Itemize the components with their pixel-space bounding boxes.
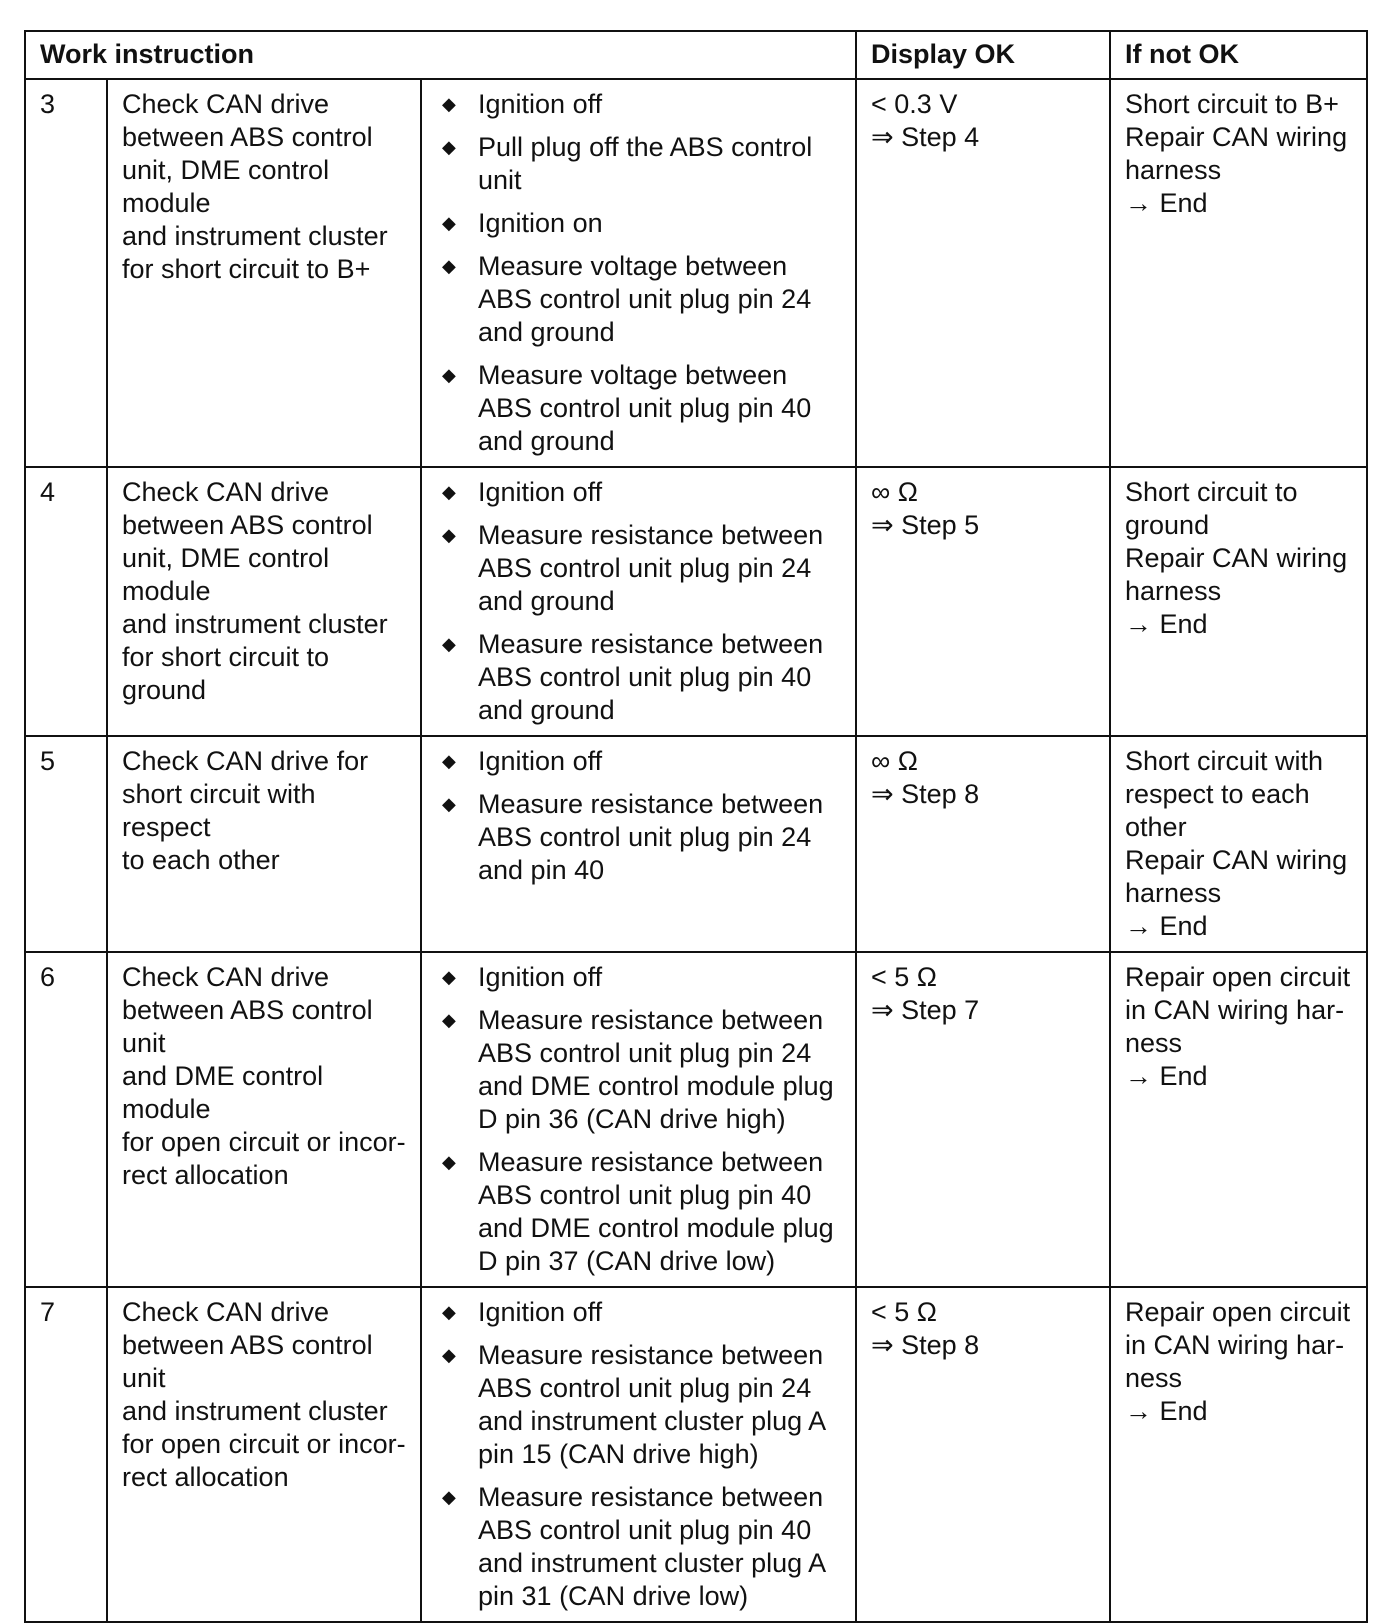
diamond-bullet-icon: ◆: [442, 482, 456, 502]
action-item: [436, 628, 845, 727]
check-description: Check CAN drive between ABS control unit and instrument cluster for open circuit or incor- rect allocation: [107, 1287, 421, 1622]
if-not-ok-text: Repair CAN wiring harness: [1125, 845, 1348, 908]
diamond-bullet-icon: ◆: [442, 1010, 456, 1030]
display-ok-cell: [856, 736, 1110, 952]
display-ok-value: < 0.3 V: [871, 89, 958, 119]
work-instruction-table: [24, 30, 1368, 1623]
action-list-cell: [421, 1287, 856, 1622]
display-ok-cell: [856, 952, 1110, 1287]
display-ok-value: ⇒ Step 5: [871, 510, 980, 540]
display-ok-value: ∞ Ω: [871, 477, 918, 507]
action-item: [436, 788, 845, 887]
action-text: Ignition off: [478, 1297, 603, 1327]
if-not-ok-cell: [1110, 736, 1367, 952]
display-ok-value: ⇒ Step 4: [871, 122, 980, 152]
diamond-bullet-icon: ◆: [442, 967, 456, 987]
display-ok-cell: [856, 79, 1110, 467]
action-text: Measure resistance between ABS control unit plug pin 24 and DME control module plug D pin 36 (CAN drive high): [478, 1005, 834, 1134]
if-not-ok-text: → End: [1125, 188, 1208, 218]
if-not-ok-text: → End: [1125, 1061, 1208, 1091]
if-not-ok-text: Short circuit to ground: [1125, 477, 1298, 540]
diamond-bullet-icon: ◆: [442, 94, 456, 114]
if-not-ok-text: Short circuit with respect to each other: [1125, 746, 1324, 842]
if-not-ok-text: Repair open circuit in CAN wiring har-ness: [1125, 962, 1351, 1058]
if-not-ok-text: Repair CAN wiring harness: [1125, 122, 1348, 185]
if-not-ok-text: → End: [1125, 911, 1208, 941]
action-item: [436, 131, 845, 197]
diamond-bullet-icon: ◆: [442, 256, 456, 276]
action-list-cell: [421, 736, 856, 952]
action-list: [436, 88, 845, 458]
action-item: [436, 1481, 845, 1613]
action-item: [436, 745, 845, 778]
diamond-bullet-icon: ◆: [442, 1345, 456, 1365]
action-text: Measure resistance between ABS control unit plug pin 24 and pin 40: [478, 789, 824, 885]
action-item: [436, 250, 845, 349]
diamond-bullet-icon: ◆: [442, 525, 456, 545]
display-ok-cell: [856, 1287, 1110, 1622]
action-text: Measure resistance between ABS control unit plug pin 40 and ground: [478, 629, 824, 725]
table-body: [25, 79, 1367, 1622]
action-text: Measure voltage between ABS control unit plug pin 24 and ground: [478, 251, 812, 347]
display-ok-value: ⇒ Step 7: [871, 995, 980, 1025]
action-item: [436, 359, 845, 458]
action-item: [436, 88, 845, 121]
check-description: Check CAN drive between ABS control unit and DME control module for open circuit or incor- rect allocation: [107, 952, 421, 1287]
header-display-ok: Display OK: [856, 31, 1110, 79]
header-if-not-ok: If not OK: [1110, 31, 1367, 79]
if-not-ok-cell: [1110, 467, 1367, 736]
action-text: Measure resistance between ABS control unit plug pin 24 and ground: [478, 520, 824, 616]
check-description: Check CAN drive for short circuit with respect to each other: [107, 736, 421, 952]
if-not-ok-text: → End: [1125, 1396, 1208, 1426]
action-item: [436, 207, 845, 240]
step-number: 7: [25, 1287, 107, 1622]
diamond-bullet-icon: ◆: [442, 1487, 456, 1507]
header-work-instruction: Work instruction: [25, 31, 856, 79]
diamond-bullet-icon: ◆: [442, 794, 456, 814]
display-ok-value: ∞ Ω: [871, 746, 918, 776]
step-number: 4: [25, 467, 107, 736]
action-item: [436, 476, 845, 509]
diamond-bullet-icon: ◆: [442, 137, 456, 157]
table-row: [25, 736, 1367, 952]
action-text: Ignition off: [478, 477, 603, 507]
diamond-bullet-icon: ◆: [442, 213, 456, 233]
if-not-ok-cell: [1110, 1287, 1367, 1622]
action-list: [436, 476, 845, 727]
if-not-ok-cell: [1110, 952, 1367, 1287]
action-text: Ignition off: [478, 89, 603, 119]
diamond-bullet-icon: ◆: [442, 365, 456, 385]
if-not-ok-cell: [1110, 79, 1367, 467]
action-list: [436, 961, 845, 1278]
table-row: [25, 1287, 1367, 1622]
check-description: Check CAN drive between ABS control unit, DME control module and instrument cluster for short circuit to ground: [107, 467, 421, 736]
diamond-bullet-icon: ◆: [442, 1152, 456, 1172]
table-row: [25, 467, 1367, 736]
action-text: Measure resistance between ABS control unit plug pin 40 and instrument cluster plug A pin 31 (CAN drive low): [478, 1482, 825, 1611]
display-ok-value: < 5 Ω: [871, 962, 937, 992]
action-text: Ignition on: [478, 208, 603, 238]
action-item: [436, 1339, 845, 1471]
action-item: [436, 961, 845, 994]
action-text: Ignition off: [478, 962, 603, 992]
action-text: Ignition off: [478, 746, 603, 776]
step-number: 6: [25, 952, 107, 1287]
step-number: 3: [25, 79, 107, 467]
diamond-bullet-icon: ◆: [442, 751, 456, 771]
diamond-bullet-icon: ◆: [442, 1302, 456, 1322]
table-header-row: [25, 31, 1367, 79]
action-text: Measure resistance between ABS control unit plug pin 24 and instrument cluster plug A pin 15 (CAN drive high): [478, 1340, 825, 1469]
check-description: Check CAN drive between ABS control unit, DME control module and instrument cluster for short circuit to B+: [107, 79, 421, 467]
diamond-bullet-icon: ◆: [442, 634, 456, 654]
step-number: 5: [25, 736, 107, 952]
table-row: [25, 79, 1367, 467]
action-text: Measure resistance between ABS control unit plug pin 40 and DME control module plug D pin 37 (CAN drive low): [478, 1147, 834, 1276]
action-list: [436, 1296, 845, 1613]
display-ok-value: ⇒ Step 8: [871, 779, 980, 809]
if-not-ok-text: Repair CAN wiring harness: [1125, 543, 1348, 606]
action-text: Measure voltage between ABS control unit plug pin 40 and ground: [478, 360, 812, 456]
action-list-cell: [421, 952, 856, 1287]
action-item: [436, 1146, 845, 1278]
if-not-ok-text: Repair open circuit in CAN wiring har-ness: [1125, 1297, 1351, 1393]
action-item: [436, 1004, 845, 1136]
action-list: [436, 745, 845, 887]
action-item: [436, 1296, 845, 1329]
action-list-cell: [421, 79, 856, 467]
table-row: [25, 952, 1367, 1287]
if-not-ok-text: Short circuit to B+: [1125, 89, 1339, 119]
action-text: Pull plug off the ABS control unit: [478, 132, 813, 195]
if-not-ok-text: → End: [1125, 609, 1208, 639]
display-ok-value: ⇒ Step 8: [871, 1330, 980, 1360]
action-item: [436, 519, 845, 618]
display-ok-value: < 5 Ω: [871, 1297, 937, 1327]
display-ok-cell: [856, 467, 1110, 736]
action-list-cell: [421, 467, 856, 736]
